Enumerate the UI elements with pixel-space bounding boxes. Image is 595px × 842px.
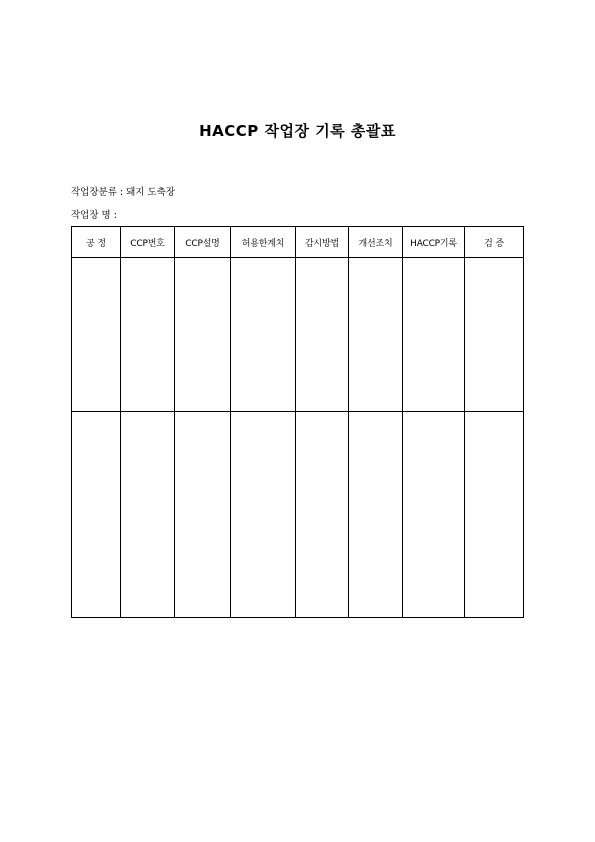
table-row <box>72 412 524 618</box>
document-title: HACCP 작업장 기록 총괄표 <box>199 122 396 140</box>
table-cell[interactable] <box>349 412 403 618</box>
table-cell[interactable] <box>231 258 296 412</box>
table-cell[interactable] <box>349 258 403 412</box>
workplace-type: 작업장분류 : 돼지 도축장 <box>71 187 176 198</box>
table-cell[interactable] <box>296 412 349 618</box>
table-cell[interactable] <box>403 412 465 618</box>
table-cell[interactable] <box>175 258 231 412</box>
header-verification: 검 증 <box>465 227 524 258</box>
header-monitoring-method: 감시방법 <box>296 227 349 258</box>
header-critical-limit: 허용한계치 <box>231 227 296 258</box>
table-cell[interactable] <box>465 258 524 412</box>
header-ccp-description: CCP설명 <box>175 227 231 258</box>
header-process: 공 정 <box>72 227 121 258</box>
table-cell[interactable] <box>231 412 296 618</box>
header-haccp-record: HACCP기록 <box>403 227 465 258</box>
table-row <box>72 258 524 412</box>
header-ccp-number: CCP번호 <box>121 227 175 258</box>
table-cell[interactable] <box>72 412 121 618</box>
haccp-summary-table <box>71 226 524 618</box>
workplace-name: 작업장 명 : <box>71 210 117 221</box>
table-cell[interactable] <box>121 412 175 618</box>
table-cell[interactable] <box>403 258 465 412</box>
table-cell[interactable] <box>296 258 349 412</box>
table-cell[interactable] <box>465 412 524 618</box>
table-cell[interactable] <box>72 258 121 412</box>
header-row <box>72 227 524 258</box>
table-cell[interactable] <box>175 412 231 618</box>
header-corrective-action: 개선조치 <box>349 227 403 258</box>
table-cell[interactable] <box>121 258 175 412</box>
